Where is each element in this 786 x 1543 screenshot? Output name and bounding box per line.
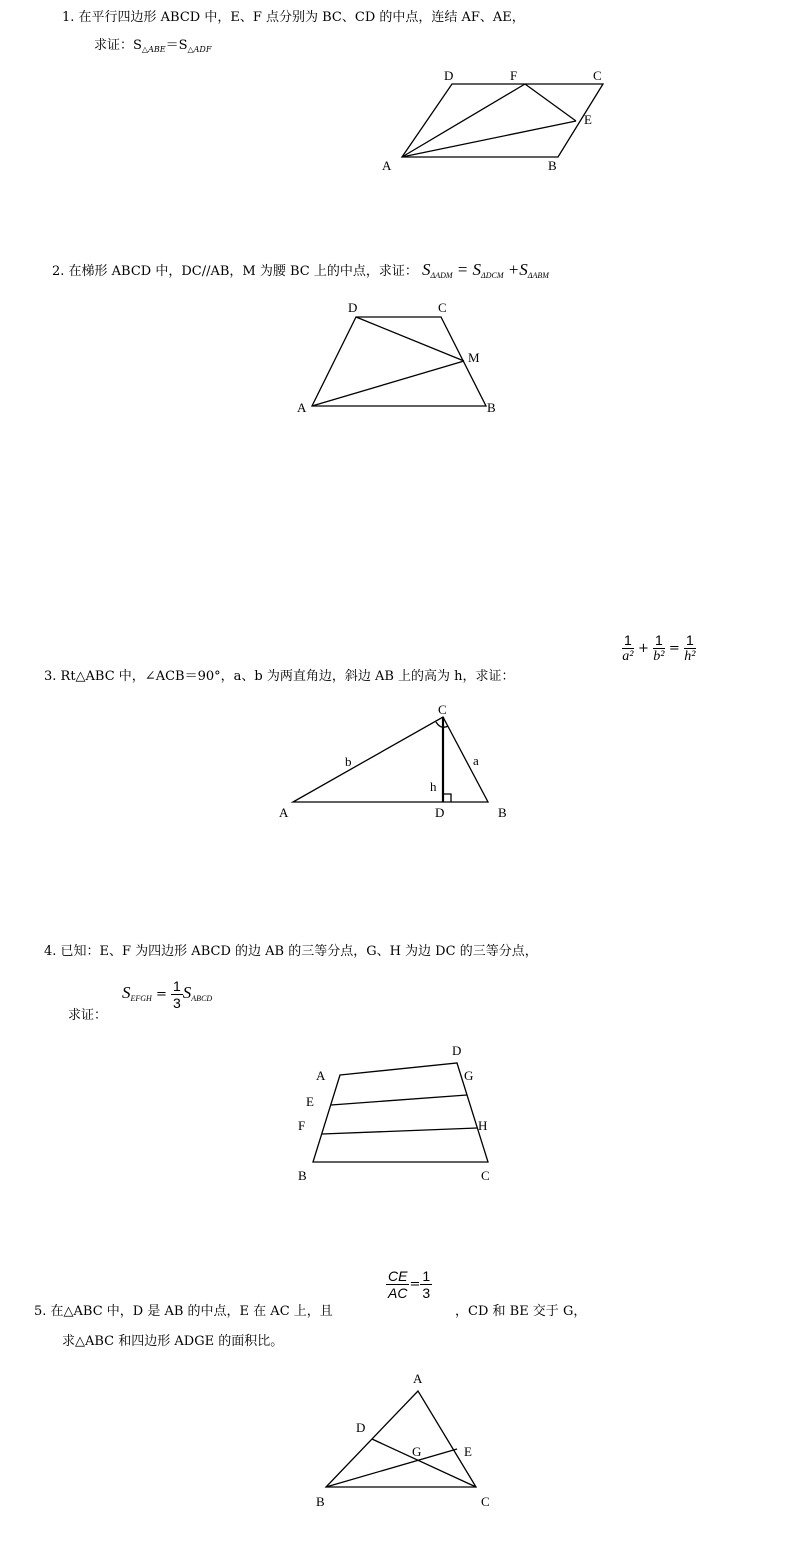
problem-5-question: 求△ABC 和四边形 ADGE 的面积比。 — [62, 1334, 284, 1349]
svg-text:C: C — [438, 702, 447, 717]
figure-3-right-triangle — [279, 702, 507, 820]
problem-4-formula: $S_{EFGH}$ = $\frac{1}{3}$ $S_{ABCD}$ — [122, 978, 213, 1011]
svg-text:B: B — [487, 400, 496, 415]
equals: ＝ — [165, 38, 179, 53]
svg-text:D: D — [452, 1043, 462, 1058]
problem-3-formula: $\frac{1}{\text{a²}}$ + $\frac{1}{\text{b²}}$ = $\frac{1}{\text{h²}}$ — [622, 632, 696, 664]
subscript: △ADF — [187, 45, 212, 54]
figure-4-quadrilateral — [298, 1043, 490, 1183]
svg-text:B: B — [498, 805, 507, 820]
figure-1-parallelogram — [382, 68, 603, 173]
svg-text:F: F — [298, 1118, 306, 1133]
problem-4-prove: 求证： — [68, 1008, 108, 1023]
svg-text:A: A — [382, 158, 392, 173]
svg-text:B: B — [548, 158, 557, 173]
svg-text:C: C — [481, 1168, 490, 1183]
subscript: △ABE — [141, 45, 166, 54]
problem-5-statement-end: ，CD 和 BE 交于 G， — [455, 1304, 587, 1319]
figure-5-triangle — [316, 1371, 490, 1509]
figure-2-trapezoid — [297, 300, 496, 415]
statement-text: 2. 在梯形 ABCD 中，DC//AB，M 为腰 BC 上的中点，求证： — [52, 264, 418, 279]
svg-text:D: D — [444, 68, 454, 83]
problem-5-statement: 5. 在△ABC 中，D 是 AB 的中点，E 在 AC 上，且 — [34, 1304, 333, 1319]
svg-text:A: A — [413, 1371, 423, 1386]
problem-4-statement: 4. 已知：E、F 为四边形 ABCD 的边 AB 的三等分点，G、H 为边 DC 的三等分点， — [44, 944, 538, 959]
svg-text:h: h — [430, 779, 437, 794]
svg-text:D: D — [356, 1420, 366, 1435]
problem-5-ratio: $\frac{CE}{AC}$ = $\frac{1}{3}$ — [388, 1268, 431, 1301]
area-symbol: S — [178, 38, 188, 53]
svg-text:B: B — [298, 1168, 307, 1183]
svg-text:C: C — [438, 300, 447, 315]
svg-text:E: E — [306, 1094, 314, 1109]
svg-text:E: E — [464, 1444, 472, 1459]
svg-text:D: D — [435, 805, 445, 820]
svg-text:M: M — [468, 350, 480, 365]
formula: $S_{\Delta ADM} = S_{\Delta DCM} +S_{\Delta ABM}$ — [422, 260, 549, 280]
area-symbol: S — [133, 38, 142, 53]
svg-text:G: G — [412, 1444, 422, 1459]
svg-text:C: C — [481, 1494, 490, 1509]
svg-text:D: D — [348, 300, 358, 315]
svg-text:E: E — [584, 112, 592, 127]
problem-1-statement: 1. 在平行四边形 ABCD 中，E、F 点分别为 BC、CD 的中点，连结 AF、AE， — [62, 10, 525, 25]
problem-3-statement: 3. Rt△ABC 中，∠ACB＝90°，a、b 为两直角边，斜边 AB 上的高为 h，求证： — [44, 669, 515, 684]
svg-text:A: A — [316, 1068, 326, 1083]
svg-text:A: A — [297, 400, 307, 415]
svg-text:H: H — [478, 1118, 488, 1133]
svg-text:b: b — [345, 754, 352, 769]
svg-text:C: C — [593, 68, 602, 83]
svg-text:B: B — [316, 1494, 325, 1509]
prove-label: 求证： — [94, 38, 134, 53]
svg-text:A: A — [279, 805, 289, 820]
svg-text:F: F — [510, 68, 518, 83]
svg-text:a: a — [473, 753, 479, 768]
svg-text:G: G — [464, 1068, 474, 1083]
